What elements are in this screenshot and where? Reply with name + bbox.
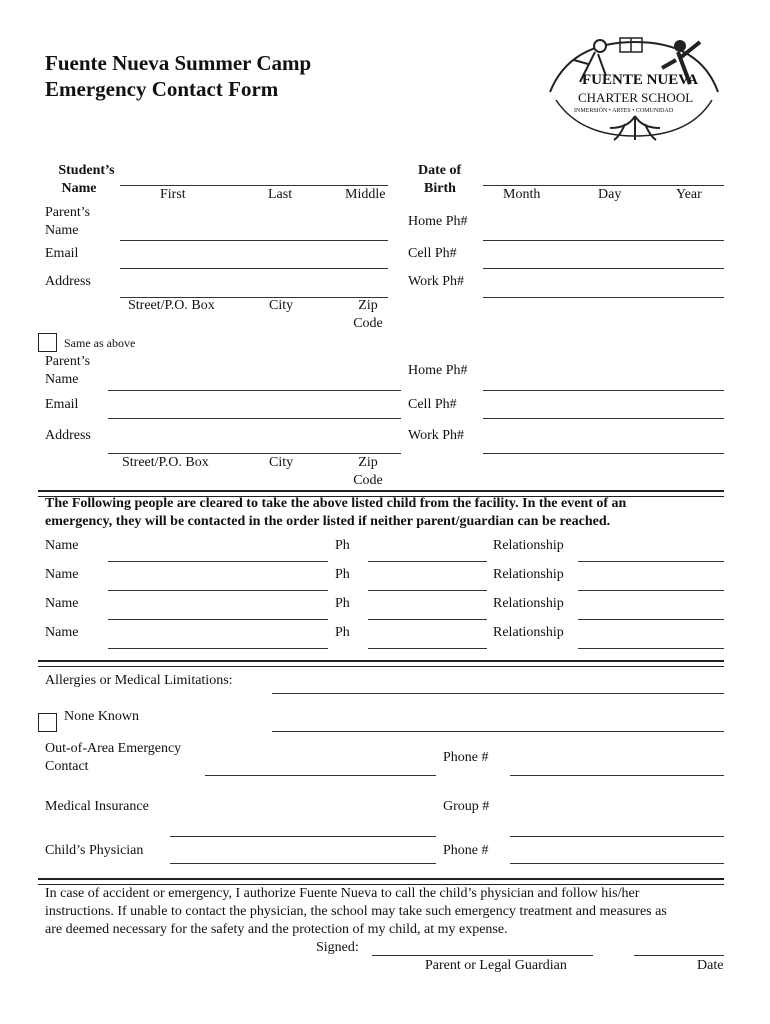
physician-phone-label: Phone # (443, 843, 489, 858)
parent2-work-ph-label: Work Ph# (408, 428, 465, 443)
cleared-row3-ph-label: Ph (335, 596, 350, 611)
allergies-label: Allergies or Medical Limitations: (45, 673, 233, 688)
insurance-field[interactable] (170, 836, 436, 837)
cleared-row1-name-field[interactable] (108, 561, 328, 562)
allergies-field-2[interactable] (272, 731, 724, 732)
parent1-email-label: Email (45, 246, 79, 261)
parent1-city-label: City (269, 298, 294, 313)
none-known-label: None Known (64, 709, 140, 724)
student-label-line2: Name (61, 181, 97, 196)
parent2-label-line1: Parent’s (45, 354, 91, 369)
cleared-row4-relationship-label: Relationship (493, 625, 564, 640)
cleared-row1-name-label: Name (45, 538, 79, 553)
student-label-line1: Student’s (58, 163, 115, 178)
cleared-row1-ph-label: Ph (335, 538, 350, 553)
dob-field[interactable] (483, 185, 724, 186)
same-as-above-checkbox[interactable] (38, 333, 57, 352)
physician-field[interactable] (170, 863, 436, 864)
insurance-label: Medical Insurance (45, 799, 149, 814)
parent1-street-label: Street/P.O. Box (128, 298, 215, 313)
parent1-label-line2: Name (45, 223, 79, 238)
cleared-row3-relationship-label: Relationship (493, 596, 564, 611)
cleared-row4-ph-field[interactable] (368, 648, 487, 649)
cleared-row3-relationship-field[interactable] (578, 619, 724, 620)
signed-label: Signed: (316, 940, 359, 955)
authorization-line2: instructions. If unable to contact the physician, the school may take such emergency treatment and measures as (45, 904, 667, 919)
cleared-row4-name-field[interactable] (108, 648, 328, 649)
group-label: Group # (443, 799, 490, 814)
cleared-row4-name-label: Name (45, 625, 79, 640)
form-title-line2: Emergency Contact Form (45, 77, 279, 101)
cleared-row3-name-field[interactable] (108, 619, 328, 620)
parent2-cell-ph-label: Cell Ph# (408, 397, 457, 412)
out-of-area-label-line2: Contact (45, 759, 89, 774)
cleared-row2-relationship-label: Relationship (493, 567, 564, 582)
cleared-row1-relationship-label: Relationship (493, 538, 564, 553)
svg-text:CHARTER SCHOOL: CHARTER SCHOOL (578, 90, 694, 105)
parent1-cell-ph-label: Cell Ph# (408, 246, 457, 261)
section-divider-2 (38, 660, 724, 667)
group-field[interactable] (510, 836, 724, 837)
first-label: First (160, 187, 186, 202)
dob-label-line2: Birth (424, 181, 456, 196)
date-label: Date (697, 958, 724, 973)
year-label: Year (676, 187, 702, 202)
authorization-line1: In case of accident or emergency, I authorize Fuente Nueva to call the child’s physician and follow his/her (45, 886, 640, 901)
school-logo (540, 32, 730, 150)
last-label: Last (268, 187, 293, 202)
parent1-name-field[interactable] (120, 240, 388, 241)
parent2-address-field[interactable] (108, 453, 401, 454)
cleared-notice-line1: The Following people are cleared to take the above listed child from the facility. In the event of an (45, 496, 627, 511)
parent2-address-label: Address (45, 428, 91, 443)
parent1-email-field[interactable] (120, 268, 388, 269)
cleared-row1-ph-field[interactable] (368, 561, 487, 562)
out-of-area-phone-field[interactable] (510, 775, 724, 776)
authorization-line3: are deemed necessary for the safety and the protection of my child, at my expense. (45, 922, 508, 937)
parent2-home-ph-label: Home Ph# (408, 363, 468, 378)
physician-label: Child’s Physician (45, 843, 144, 858)
cleared-row2-relationship-field[interactable] (578, 590, 724, 591)
out-of-area-contact-field[interactable] (205, 775, 436, 776)
form-title-line1: Fuente Nueva Summer Camp (45, 51, 312, 75)
parent1-work-ph-field[interactable] (483, 297, 724, 298)
cleared-row2-ph-field[interactable] (368, 590, 487, 591)
cleared-row4-relationship-field[interactable] (578, 648, 724, 649)
none-known-checkbox[interactable] (38, 713, 57, 732)
parent1-home-ph-label: Home Ph# (408, 214, 468, 229)
cleared-row2-name-label: Name (45, 567, 79, 582)
physician-phone-field[interactable] (510, 863, 724, 864)
parent2-zip-label-line1: Zip (358, 455, 378, 470)
date-field[interactable] (634, 955, 724, 956)
signature-field[interactable] (372, 955, 593, 956)
parent2-city-label: City (269, 455, 294, 470)
parent2-street-label: Street/P.O. Box (122, 455, 209, 470)
svg-text:FUENTE NUEVA: FUENTE NUEVA (582, 72, 698, 88)
parent2-cell-ph-field[interactable] (483, 418, 724, 419)
parent1-zip-label-line1: Zip (358, 298, 378, 313)
parent1-address-label: Address (45, 274, 91, 289)
parent1-cell-ph-field[interactable] (483, 268, 724, 269)
parent2-zip-label-line2: Code (353, 473, 383, 488)
student-name-field[interactable] (120, 185, 388, 186)
cleared-row3-ph-field[interactable] (368, 619, 487, 620)
month-label: Month (503, 187, 541, 202)
parent2-work-ph-field[interactable] (483, 453, 724, 454)
cleared-row3-name-label: Name (45, 596, 79, 611)
section-divider-3 (38, 878, 724, 885)
parent2-email-field[interactable] (108, 418, 401, 419)
cleared-row4-ph-label: Ph (335, 625, 350, 640)
dob-label-line1: Date of (418, 163, 462, 178)
parent1-home-ph-field[interactable] (483, 240, 724, 241)
out-of-area-phone-label: Phone # (443, 750, 489, 765)
cleared-row2-ph-label: Ph (335, 567, 350, 582)
parent1-zip-label-line2: Code (353, 316, 383, 331)
parent2-label-line2: Name (45, 372, 79, 387)
parent2-email-label: Email (45, 397, 79, 412)
guardian-label: Parent or Legal Guardian (425, 958, 567, 973)
same-as-above-label: Same as above (64, 336, 136, 350)
allergies-field-1[interactable] (272, 693, 724, 694)
out-of-area-label-line1: Out-of-Area Emergency (45, 741, 182, 756)
cleared-row2-name-field[interactable] (108, 590, 328, 591)
cleared-row1-relationship-field[interactable] (578, 561, 724, 562)
parent1-work-ph-label: Work Ph# (408, 274, 465, 289)
parent2-home-ph-field[interactable] (483, 390, 724, 391)
middle-label: Middle (345, 187, 386, 202)
day-label: Day (598, 187, 622, 202)
parent2-name-field[interactable] (108, 390, 401, 391)
cleared-notice-line2: emergency, they will be contacted in the order listed if neither parent/guardian can be reached. (45, 514, 611, 529)
parent1-label-line1: Parent’s (45, 205, 91, 220)
svg-text:INMERSIÓN • ARTES • COMUNIDAD: INMERSIÓN • ARTES • COMUNIDAD (574, 108, 674, 114)
